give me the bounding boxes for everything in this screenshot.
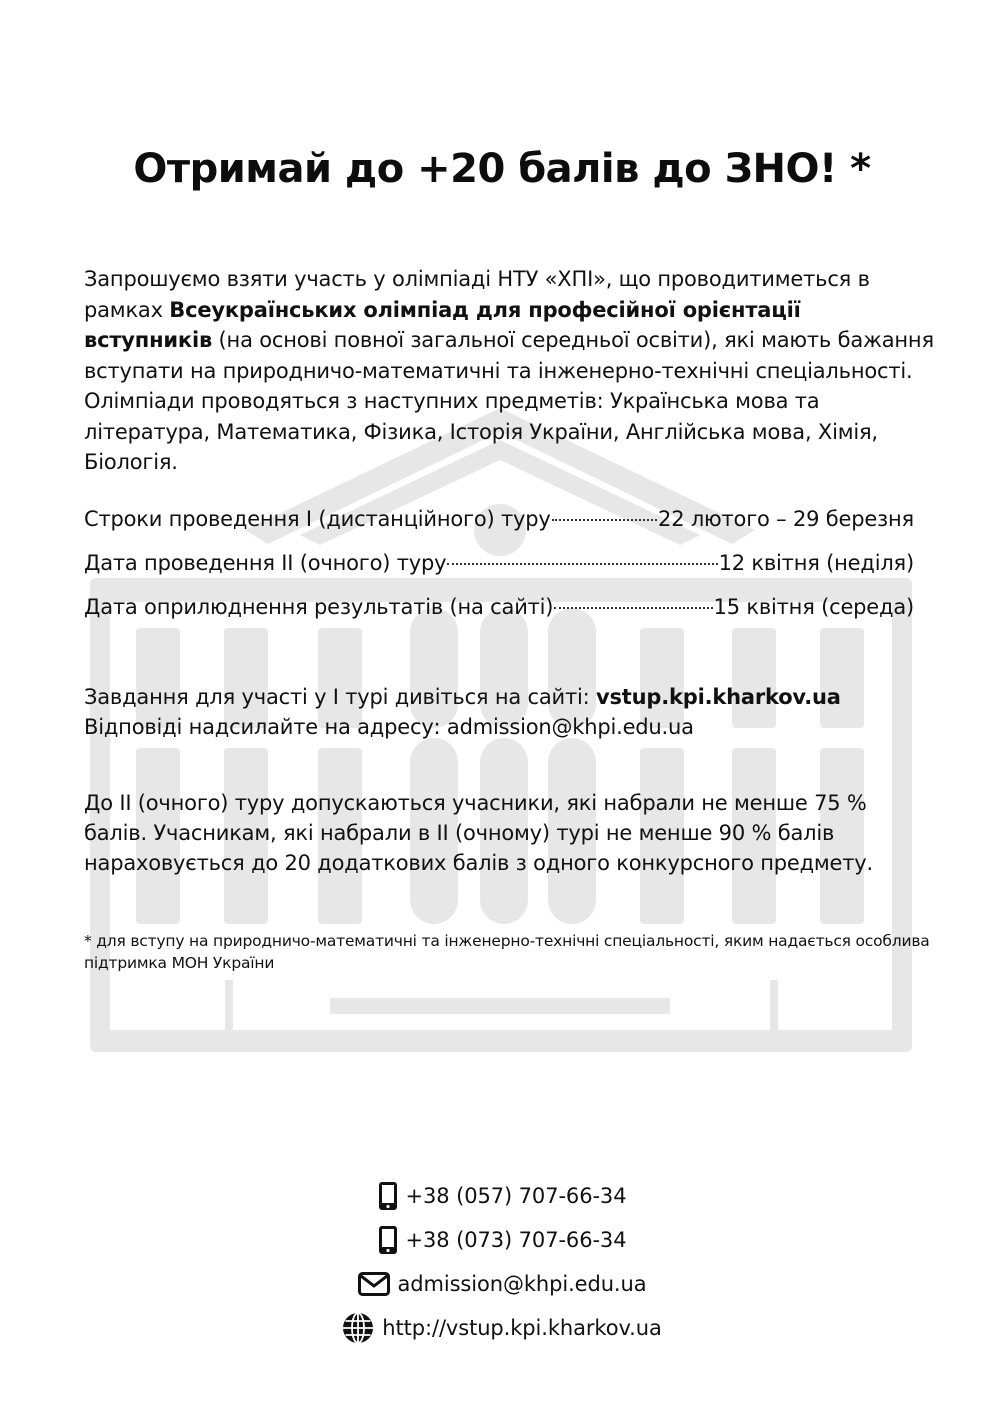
schedule-label: Строки проведення І (дистанційного) туру bbox=[84, 507, 551, 531]
footnote: * для вступу на природничо-математичні та інженерно-технічні спеціальності, яким надається особлива підтримка МОН України bbox=[84, 932, 930, 972]
contact-phone-1[interactable] bbox=[0, 1174, 1004, 1218]
tasks-prefix: Завдання для участі у І турі дивіться на сайті: bbox=[84, 685, 596, 709]
tasks-site-link[interactable]: vstup.kpi.kharkov.ua bbox=[595, 685, 841, 709]
schedule-value: 12 квітня (неділя) bbox=[718, 551, 914, 575]
schedule-row-second-round bbox=[84, 548, 914, 592]
schedule-label: Дата оприлюднення результатів (на сайті) bbox=[84, 595, 554, 619]
mobile-phone-icon bbox=[378, 1225, 398, 1255]
contact-text: http://vstup.kpi.kharkov.ua bbox=[382, 1316, 662, 1340]
page-title: Отримай до +20 балів до ЗНО! * bbox=[133, 146, 871, 192]
schedule-row-first-round bbox=[84, 504, 914, 548]
contact-text: +38 (073) 707-66-34 bbox=[405, 1228, 627, 1252]
intro-text-start: Запрошуємо взяти участь у олімпіаді НТУ «ХПІ», що проводитиметься в рамках bbox=[84, 267, 870, 322]
schedule-label: Дата проведення ІІ (очного) туру bbox=[84, 551, 447, 575]
intro-text-end: (на основі повної загальної середньої освіти), які мають бажання вступати на природничо-математичні та інженерно-технічні спеціальності. Олімпіади проводяться з наступних предметів: Українська мова та література, Математика, Фізика, Історія України, Англійська мова, Хімія, Біологія. bbox=[84, 328, 934, 474]
schedule-value: 22 лютого – 29 березня bbox=[658, 507, 914, 531]
dotted-leader bbox=[552, 519, 657, 521]
contact-text: +38 (057) 707-66-34 bbox=[405, 1184, 627, 1208]
contact-phone-2[interactable] bbox=[0, 1218, 1004, 1262]
tasks-paragraph bbox=[84, 682, 934, 742]
dotted-leader bbox=[554, 607, 712, 609]
dotted-leader bbox=[447, 563, 717, 565]
contact-email[interactable] bbox=[0, 1262, 1004, 1306]
globe-icon bbox=[342, 1312, 374, 1344]
rules-paragraph: До ІІ (очного) туру допускаються учасники, які набрали не менше 75 % балів. Учасникам, які набрали в ІІ (очному) турі не менше 90 % балів нараховується до 20 додаткових балів з одного конкурсного предмету. bbox=[84, 791, 874, 875]
schedule-row-results bbox=[84, 592, 914, 636]
envelope-icon bbox=[358, 1272, 390, 1296]
mobile-phone-icon bbox=[378, 1181, 398, 1211]
tasks-email-line: Відповіді надсилайте на адресу: admission@khpi.edu.ua bbox=[84, 715, 694, 739]
intro-olympiad-name: Всеукраїнських олімпіад для професійної орієнтації вступників bbox=[84, 297, 801, 352]
contact-text: admission@khpi.edu.ua bbox=[397, 1272, 647, 1296]
contacts-block bbox=[0, 1174, 1004, 1350]
schedule-list bbox=[84, 504, 914, 636]
intro-paragraph bbox=[84, 264, 934, 478]
contact-website[interactable] bbox=[0, 1306, 1004, 1350]
schedule-value: 15 квітня (середа) bbox=[713, 595, 914, 619]
